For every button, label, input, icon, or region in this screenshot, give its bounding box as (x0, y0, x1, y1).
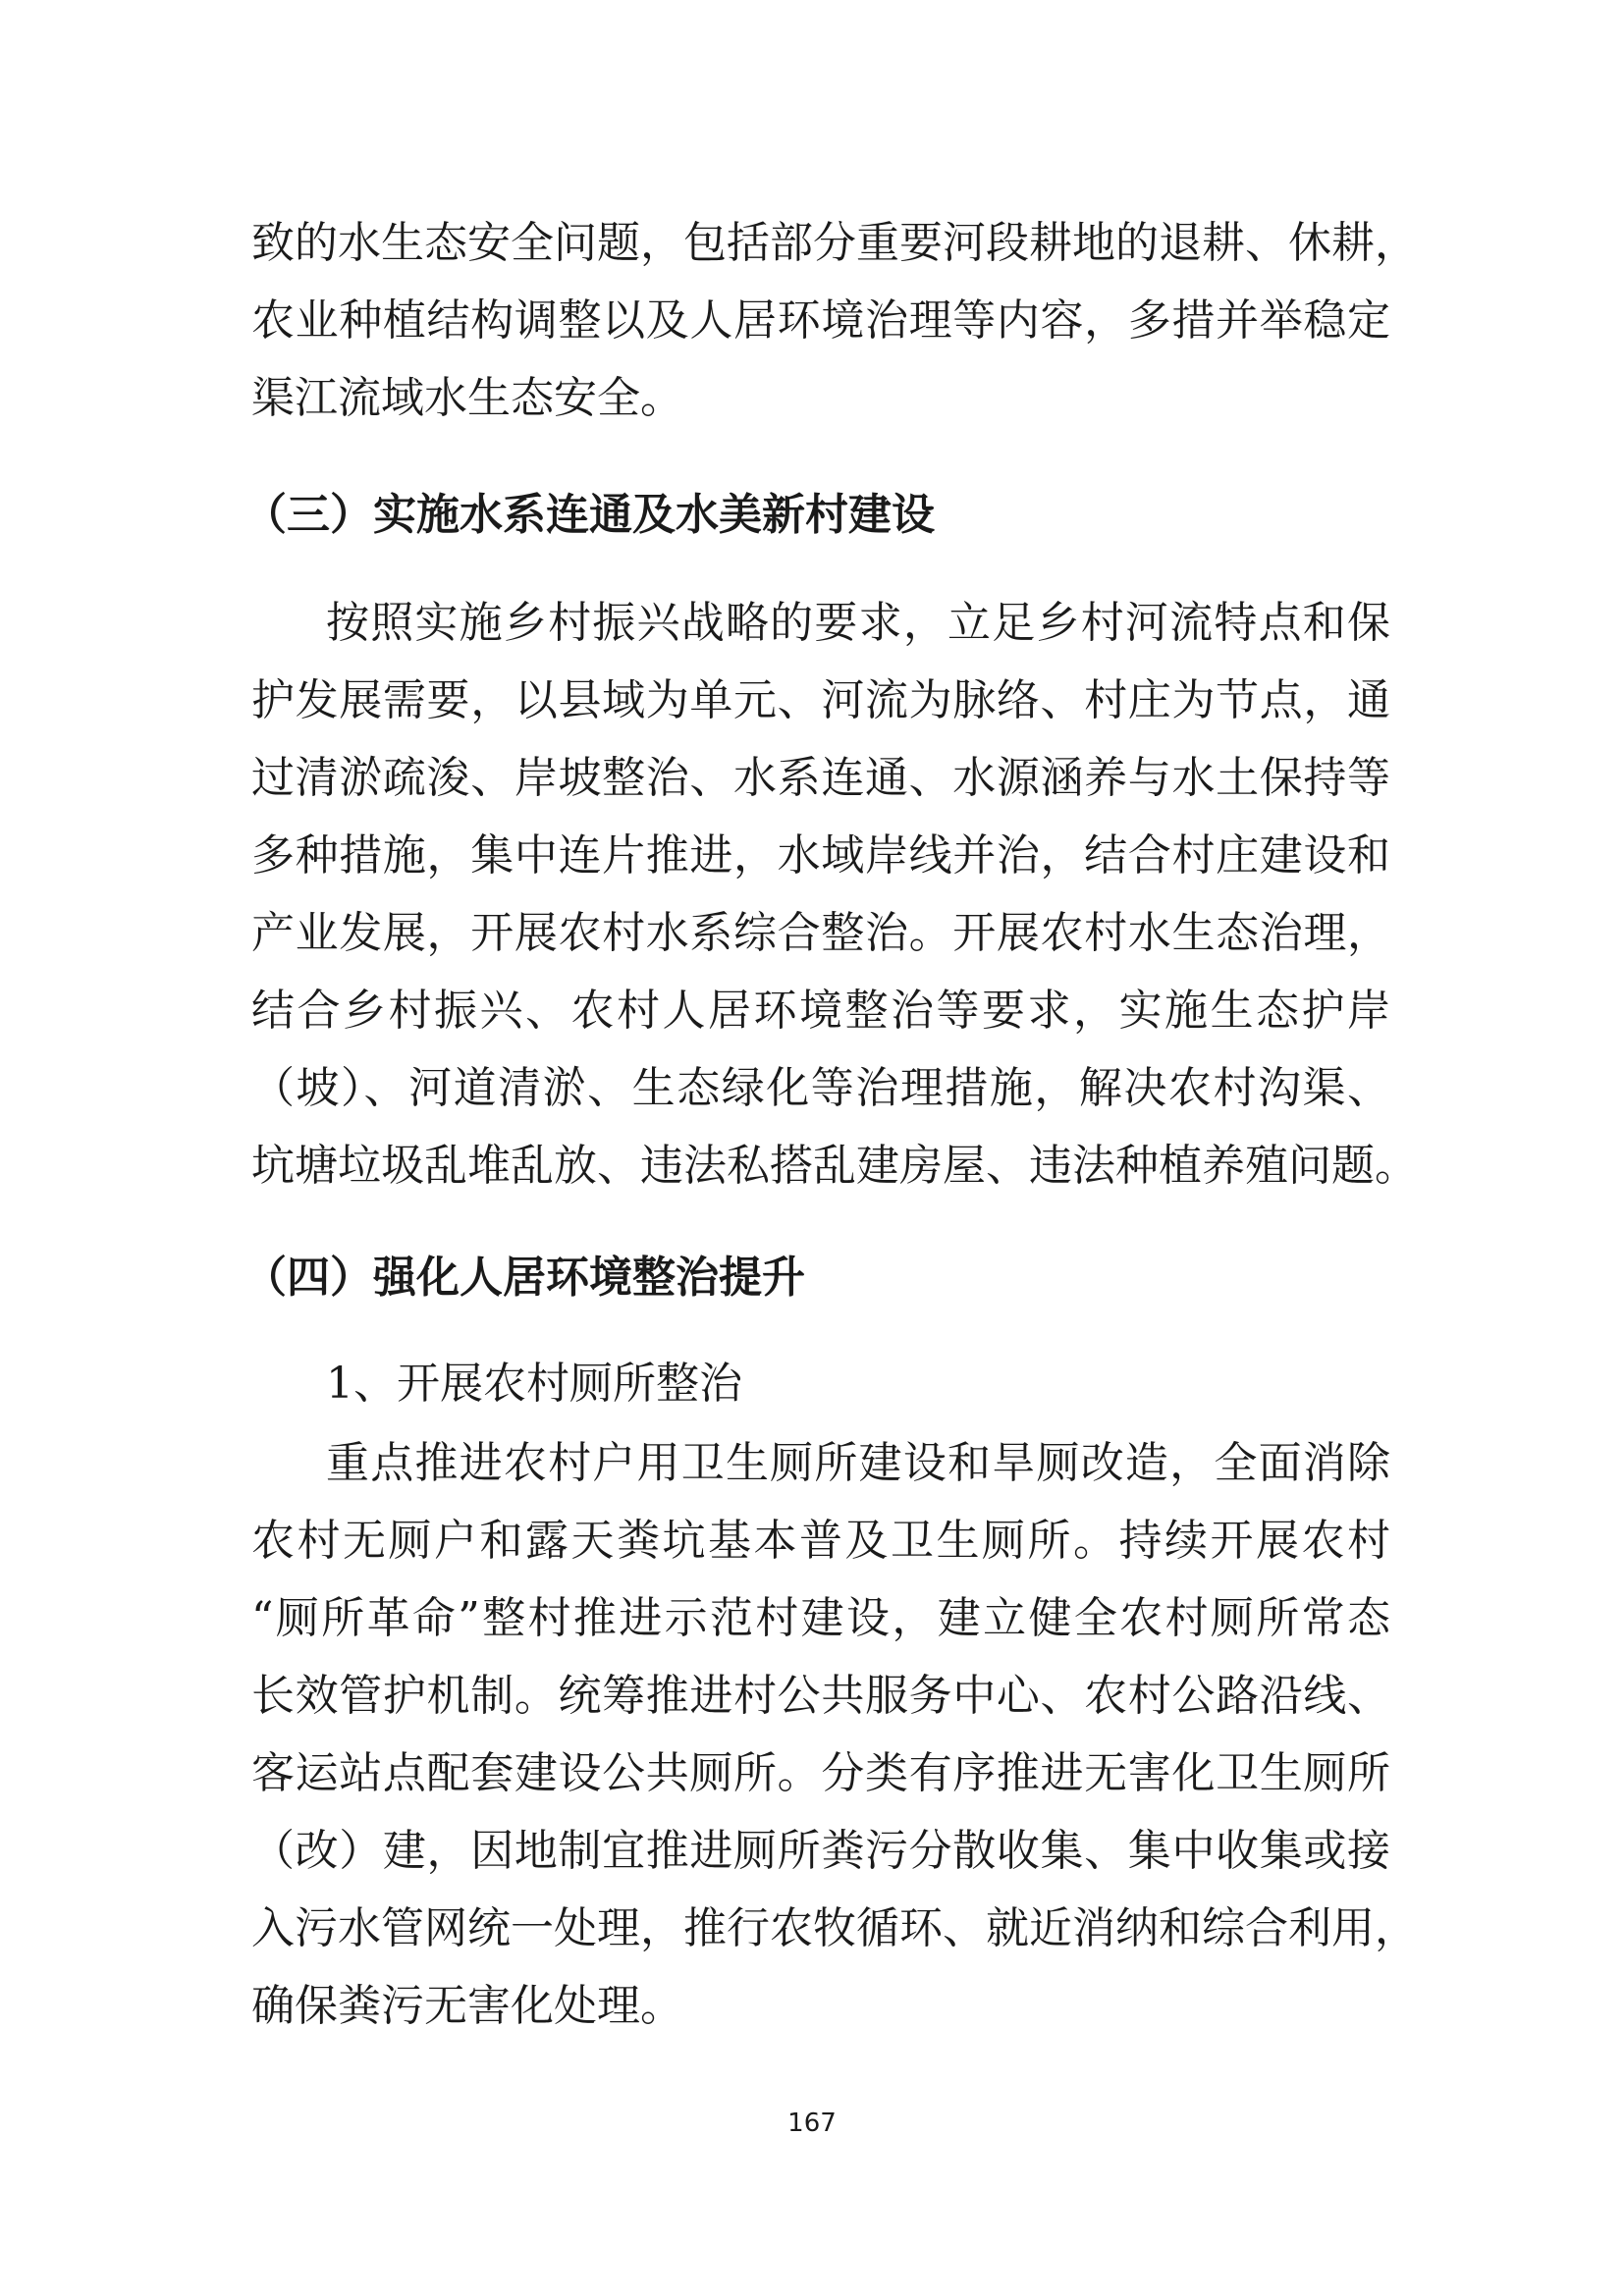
paragraph-line: 护发展需要，以县域为单元、河流为脉络、村庄为节点，通 (251, 675, 1390, 725)
paragraph-line: 按照实施乡村振兴战略的要求，立足乡村河流特点和保 (326, 598, 1390, 648)
paragraph-line: “厕所革命”整村推进示范村建设，建立健全农村厕所常态 (251, 1593, 1390, 1643)
paragraph-line: 长效管护机制。统筹推进村公共服务中心、农村公路沿线、 (251, 1671, 1390, 1721)
section-heading-3: （三）实施水系连通及水美新村建设 (244, 490, 935, 540)
paragraph-line: 农村无厕户和露天粪坑基本普及卫生厕所。持续开展农村 (251, 1516, 1390, 1566)
paragraph-line: （改）建，因地制宜推进厕所粪污分散收集、集中收集或接 (251, 1826, 1390, 1876)
paragraph-line: 渠江流域水生态安全。 (251, 373, 683, 423)
paragraph-line: 过清淤疏浚、岸坡整治、水系连通、水源涵养与水土保持等 (251, 753, 1390, 803)
section-heading-4: （四）强化人居环境整治提升 (244, 1253, 805, 1303)
paragraph-line: 确保粪污无害化处理。 (251, 1981, 683, 2031)
subsection-heading: 1、开展农村厕所整治 (326, 1359, 742, 1409)
paragraph-line: 客运站点配套建设公共厕所。分类有序推进无害化卫生厕所 (251, 1748, 1390, 1798)
paragraph-line: 入污水管网统一处理，推行农牧循环、就近消纳和综合利用， (251, 1903, 1418, 1953)
paragraph-line: 致的水生态安全问题，包括部分重要河段耕地的退耕、休耕， (251, 218, 1418, 268)
page-number: 167 (787, 2109, 837, 2138)
paragraph-line: 坑塘垃圾乱堆乱放、违法私搭乱建房屋、违法种植养殖问题。 (251, 1141, 1418, 1191)
paragraph-line: 多种措施，集中连片推进，水域岸线并治，结合村庄建设和 (251, 830, 1390, 881)
paragraph-line: 产业发展，开展农村水系综合整治。开展农村水生态治理， (251, 908, 1390, 958)
paragraph-line: （坡）、河道清淤、生态绿化等治理措施，解决农村沟渠、 (251, 1063, 1390, 1113)
paragraph-line: 结合乡村振兴、农村人居环境整治等要求，实施生态护岸 (251, 986, 1390, 1036)
paragraph-line: 重点推进农村户用卫生厕所建设和旱厕改造，全面消除 (326, 1438, 1390, 1488)
paragraph-line: 农业种植结构调整以及人居环境治理等内容，多措并举稳定 (251, 295, 1390, 346)
